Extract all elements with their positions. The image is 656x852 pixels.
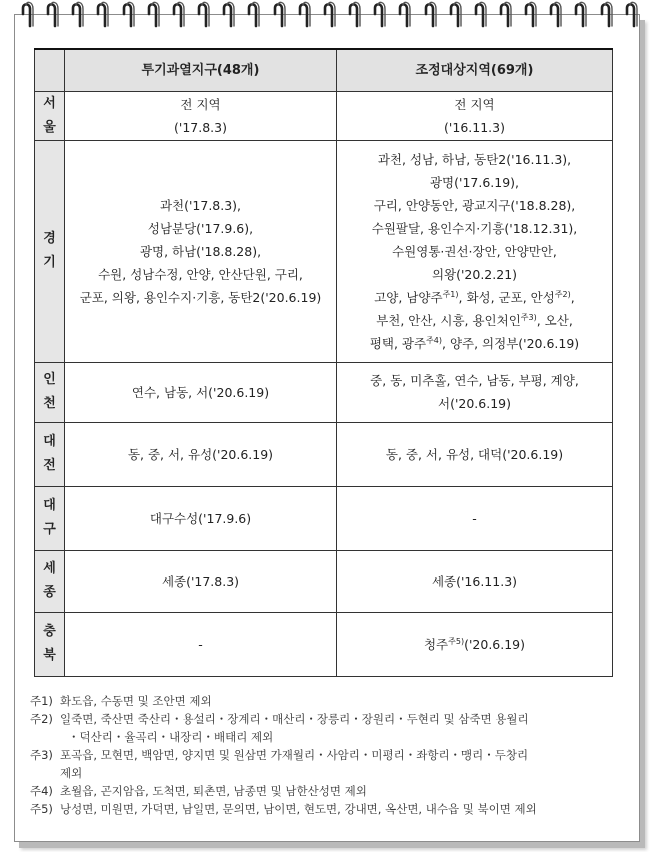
binding-ring-icon [297, 0, 313, 28]
speculative-zone-cell [65, 362, 337, 422]
binding-ring-icon [45, 0, 61, 28]
region-char: 기 [43, 255, 56, 270]
cell-line [339, 309, 610, 332]
table-row [35, 550, 613, 612]
cell-line [339, 286, 610, 309]
footnote-line: ・덕산리・율곡리・내장리・배태리 제외 [68, 730, 274, 744]
footnote-line: 초월읍, 곤지암읍, 도척면, 퇴촌면, 남종면 및 남한산성면 제외 [60, 784, 367, 798]
table-row [35, 362, 613, 422]
binding-ring-icon [523, 0, 539, 28]
cell-line: 대구수성('17.9.6) [149, 510, 252, 526]
region-cell [35, 362, 65, 422]
cell-line [339, 332, 610, 355]
footnote-item [30, 800, 620, 818]
region-char: 대 [43, 434, 56, 449]
cell-text: , 화성, 군포, 안성 [458, 289, 555, 305]
region-cell [35, 140, 65, 362]
binding-ring-icon [246, 0, 262, 28]
region-char: 종 [43, 585, 56, 600]
binding-ring-icon [498, 0, 514, 28]
binding-ring-icon [171, 0, 187, 28]
header-regulated-area: 조정대상지역(69개) [337, 49, 613, 91]
cell-line: 동, 중, 서, 유성('20.6.19) [127, 446, 274, 462]
cell-line: 수원팔달, 용인수지·기흥('18.12.31), [371, 220, 578, 236]
cell-line: ('16.11.3) [444, 119, 505, 135]
region-cell [35, 91, 65, 140]
binding-ring-icon [70, 0, 86, 28]
cell-text: ('20.6.19) [464, 636, 525, 652]
footnote-label: 주4) [30, 784, 53, 798]
binding-ring-icon [347, 0, 363, 28]
cell-line: 중, 동, 미추홀, 연수, 남동, 부평, 계양, [370, 373, 579, 388]
table-row [35, 486, 613, 550]
cell-line: 광명('17.6.19), [429, 174, 520, 190]
cell-text: , 양주, 의정부('20.6.19) [442, 335, 580, 351]
binding-ring-icon [146, 0, 162, 28]
footnote-label: 주5) [30, 802, 53, 816]
speculative-zone-cell [65, 612, 337, 676]
cell-line: 과천('17.8.3), [159, 197, 242, 213]
footnote-label: 주3) [30, 748, 53, 762]
cell-line: 과천, 성남, 하남, 동탄2('16.11.3), [377, 151, 572, 167]
speculative-zone-cell [65, 91, 337, 140]
cell-line: 서('20.6.19) [438, 396, 511, 411]
region-char: 북 [43, 648, 56, 663]
cell-text: , 오산, [536, 312, 573, 328]
binding-ring-icon [624, 0, 640, 28]
footnote-label: 주1) [30, 694, 53, 708]
cell-line: 성남분당('17.9.6), [147, 220, 254, 236]
region-char: 천 [43, 396, 56, 411]
regulated-area-cell [337, 612, 613, 676]
cell-text: 부천, 안산, 시흥, 용인처인 [376, 312, 521, 328]
binding-ring-icon [95, 0, 111, 28]
binding-ring-icon [423, 0, 439, 28]
spiral-binding [14, 0, 644, 30]
regulated-area-cell [337, 550, 613, 612]
regulated-area-cell [337, 91, 613, 140]
cell-line [339, 633, 610, 656]
header-speculative-zone: 투기과열지구(48개) [65, 49, 337, 91]
region-cell [35, 422, 65, 486]
cell-line: 세종('17.8.3) [161, 573, 240, 589]
footnote-marker: 주1) [442, 289, 459, 299]
cell-line: - [472, 510, 477, 526]
speculative-zone-cell [65, 422, 337, 486]
region-char: 충 [43, 624, 56, 639]
speculative-zone-cell [65, 140, 337, 362]
cell-text: , [570, 289, 575, 305]
footnote-marker: 주4) [426, 335, 443, 345]
footnote-line: 포곡읍, 모현면, 백암면, 양지면 및 원삼면 가재월리・사암리・미평리・좌항리・맹리・두창리 [60, 748, 529, 762]
region-char: 인 [43, 372, 56, 387]
binding-ring-icon [121, 0, 137, 28]
cell-line: 수원, 성남수정, 안양, 안산단원, 구리, [98, 266, 303, 282]
cell-line: 의왕('20.2.21) [431, 266, 518, 282]
footnote-line: 제외 [60, 766, 83, 780]
binding-ring-icon [599, 0, 615, 28]
footnote-label: 주2) [30, 712, 53, 726]
footnote-item [30, 746, 620, 782]
table-row [35, 422, 613, 486]
binding-ring-icon [272, 0, 288, 28]
table-row [35, 91, 613, 140]
region-cell [35, 612, 65, 676]
table-row [35, 612, 613, 676]
speculative-zone-cell [65, 486, 337, 550]
cell-line: 군포, 의왕, 용인수지·기흥, 동탄2('20.6.19) [79, 289, 322, 305]
cell-line: 수원영통·권선·장안, 안양만안, [392, 243, 557, 259]
cell-line: ('17.8.3) [174, 119, 227, 135]
regulated-area-cell [337, 362, 613, 422]
binding-ring-icon [196, 0, 212, 28]
cell-line: 전 지역 [180, 96, 221, 112]
cell-line: 세종('16.11.3) [431, 573, 518, 589]
footnote-text [60, 782, 620, 800]
footnote-text [60, 746, 620, 782]
speculative-zone-cell [65, 550, 337, 612]
binding-ring-icon [397, 0, 413, 28]
header-corner-cell [35, 49, 65, 91]
footnote-line: 화도읍, 수동면 및 조안면 제외 [60, 694, 212, 708]
regulated-area-cell [337, 422, 613, 486]
region-char: 대 [43, 498, 56, 513]
table-row [35, 140, 613, 362]
footnote-text [60, 710, 620, 746]
cell-text: 고양, 남양주 [374, 289, 443, 305]
binding-ring-icon [20, 0, 36, 28]
region-char: 전 [43, 458, 56, 473]
cell-text: 평택, 광주 [369, 335, 427, 351]
cell-line: 광명, 하남('18.8.28), [139, 243, 262, 259]
regulated-area-cell [337, 140, 613, 362]
binding-ring-icon [573, 0, 589, 28]
region-char: 세 [43, 561, 56, 576]
footnote-line: 일죽면, 죽산면 죽산리・용설리・장계리・매산리・장릉리・장원리・두현리 및 삼죽면 용월리 [60, 712, 529, 726]
footnote-item [30, 782, 620, 800]
footnote-item [30, 692, 620, 710]
footnote-line: 낭성면, 미원면, 가덕면, 남일면, 문의면, 남이면, 현도면, 강내면, 옥산면, 내수읍 및 북이면 제외 [60, 802, 537, 816]
cell-line: 연수, 남동, 서('20.6.19) [131, 384, 270, 400]
binding-ring-icon [473, 0, 489, 28]
cell-line: 구리, 안양동안, 광교지구('18.8.28), [373, 197, 576, 213]
footnote-marker: 주2) [554, 289, 571, 299]
cell-text: 청주 [423, 636, 449, 652]
footnote-marker: 주3) [520, 312, 537, 322]
binding-ring-icon [448, 0, 464, 28]
region-char: 울 [43, 119, 56, 135]
region-char: 서 [43, 95, 56, 111]
region-cell [35, 550, 65, 612]
binding-ring-icon [372, 0, 388, 28]
footnotes [30, 692, 620, 818]
footnote-text [60, 692, 620, 710]
designated-area-table [34, 48, 613, 677]
binding-ring-icon [548, 0, 564, 28]
binding-ring-icon [322, 0, 338, 28]
table-header-row [35, 49, 613, 91]
cell-line: 동, 중, 서, 유성, 대덕('20.6.19) [385, 446, 564, 462]
binding-ring-icon [221, 0, 237, 28]
region-char: 경 [43, 231, 56, 246]
cell-line: 전 지역 [454, 96, 495, 112]
cell-line: - [198, 636, 203, 652]
footnote-text [60, 800, 620, 818]
region-char: 구 [43, 522, 56, 537]
region-cell [35, 486, 65, 550]
footnote-marker: 주5) [448, 636, 465, 646]
regulated-area-cell [337, 486, 613, 550]
footnote-item [30, 710, 620, 746]
